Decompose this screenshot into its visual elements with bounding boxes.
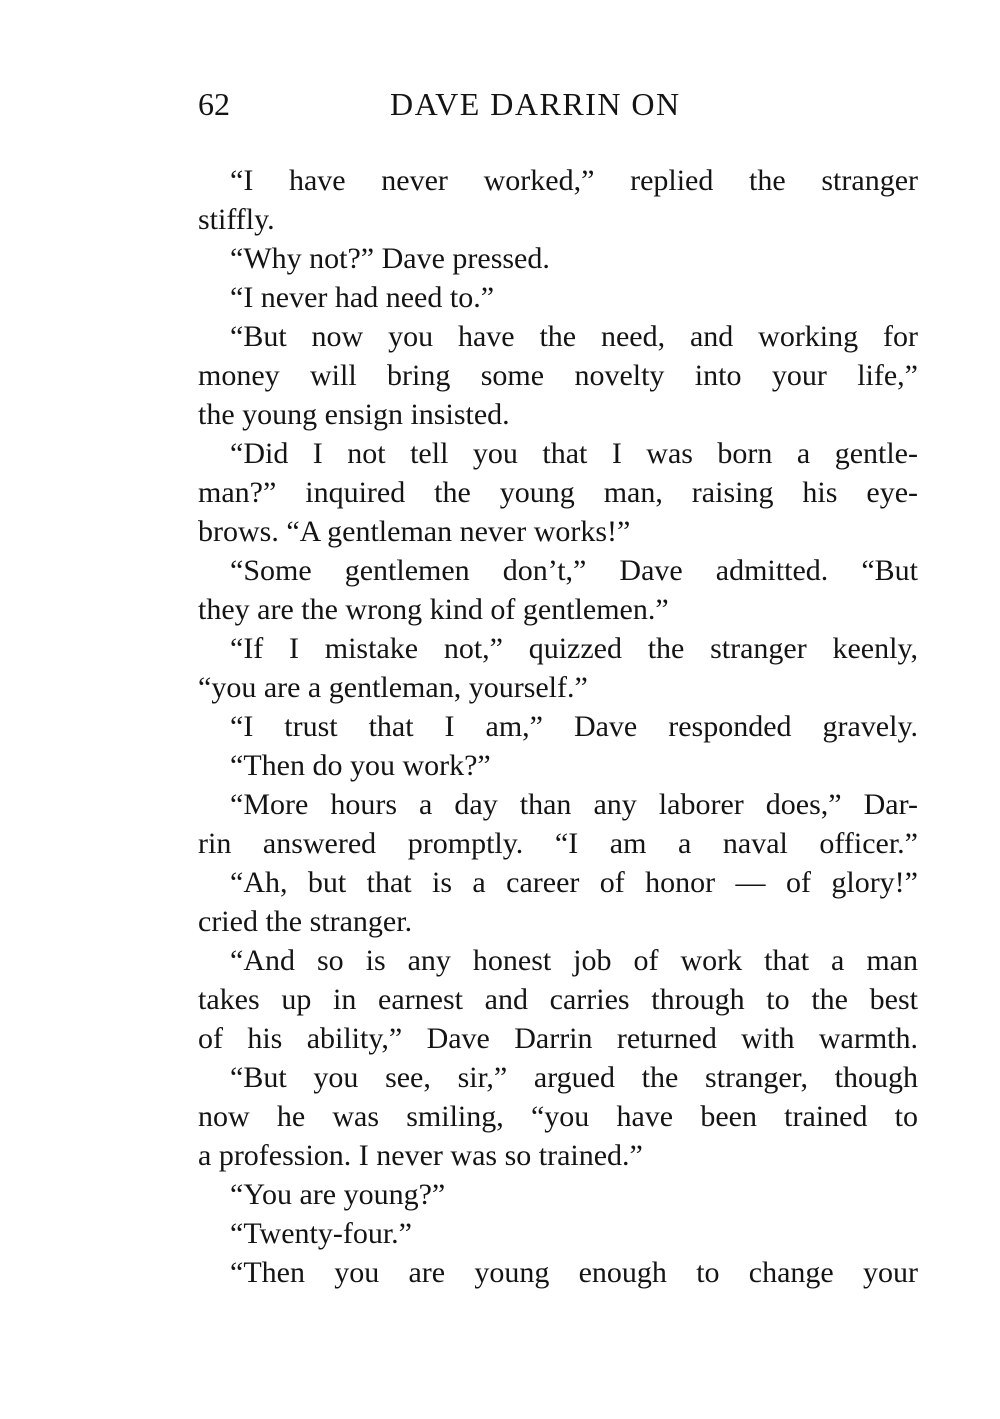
text-line: stiffly. (198, 203, 275, 236)
body-text (198, 161, 918, 1292)
text-line: brows. “A gentleman never works!” (198, 515, 631, 548)
text-line: “But now you have the need, and working for (230, 320, 918, 353)
text-line: now he was smiling, “you have been trained to (198, 1100, 918, 1133)
text-line: cried the stranger. (198, 905, 413, 938)
text-line: takes up in earnest and carries through to the best (198, 983, 918, 1016)
text-line: “Did I not tell you that I was born a gentle- (230, 437, 918, 470)
text-line: of his ability,” Dave Darrin returned with warmth. (198, 1022, 918, 1055)
text-line: “If I mistake not,” quizzed the stranger keenly, (230, 632, 918, 665)
text-line: “Some gentlemen don’t,” Dave admitted. “But (230, 554, 918, 587)
text-line: man?” inquired the young man, raising his eye- (198, 476, 918, 509)
text-line: “Twenty-four.” (230, 1217, 412, 1250)
text-line: “I never had need to.” (230, 281, 495, 314)
text-line: money will bring some novelty into your life,” (198, 359, 918, 392)
page-number: 62 (198, 86, 230, 122)
text-line: “Ah, but that is a career of honor — of glory!” (230, 866, 918, 899)
running-head (198, 82, 918, 126)
text-line: rin answered promptly. “I am a naval officer.” (198, 827, 918, 860)
text-line: “And so is any honest job of work that a man (230, 944, 918, 977)
text-line: “Then do you work?” (230, 749, 491, 782)
text-line: “But you see, sir,” argued the stranger, though (230, 1061, 918, 1094)
text-line: “you are a gentleman, yourself.” (198, 671, 588, 704)
text-line: “More hours a day than any laborer does,” Dar- (230, 788, 918, 821)
text-line: “Why not?” Dave pressed. (230, 242, 550, 275)
text-line: a profession. I never was so trained.” (198, 1139, 643, 1172)
text-line: the young ensign insisted. (198, 398, 510, 431)
text-line: “I have never worked,” replied the stranger (230, 164, 918, 197)
text-line: “I trust that I am,” Dave responded gravely. (230, 710, 918, 743)
text-line: “Then you are young enough to change your (230, 1256, 918, 1289)
text-line: “You are young?” (230, 1178, 446, 1211)
book-title: DAVE DARRIN ON (390, 86, 681, 122)
text-line: they are the wrong kind of gentlemen.” (198, 593, 669, 626)
